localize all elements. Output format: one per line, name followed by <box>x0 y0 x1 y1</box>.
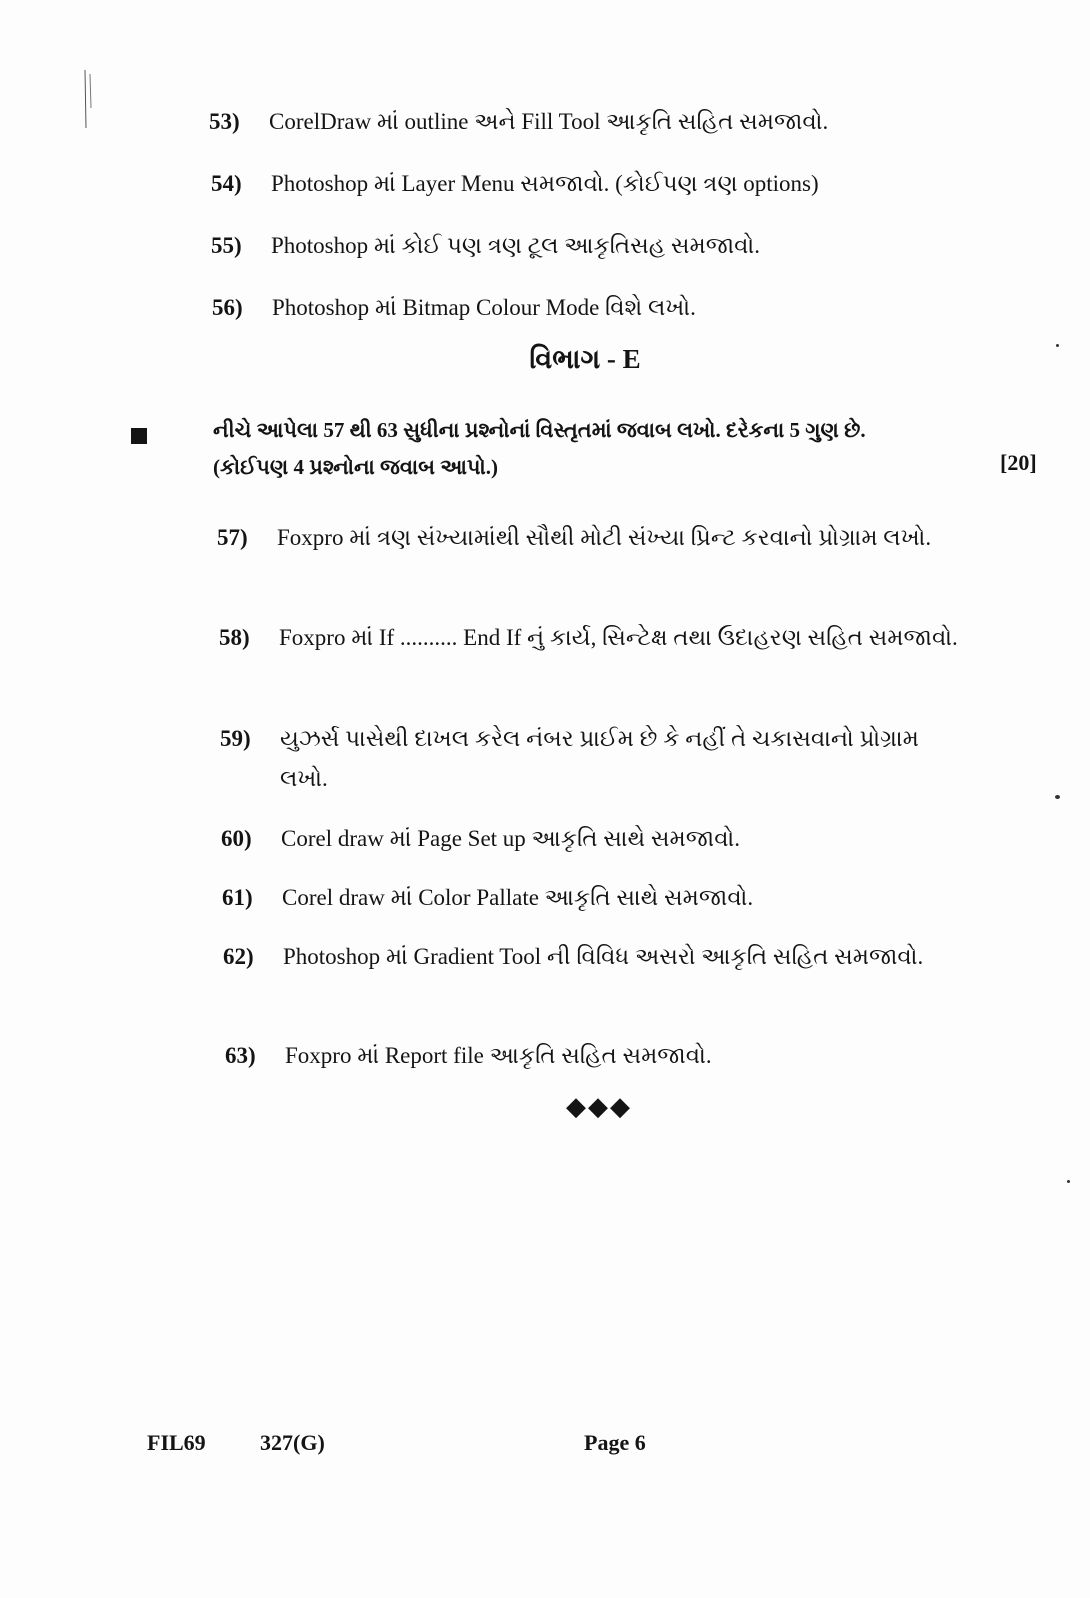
question-text: Foxpro માં Report file આકૃતિ સહિત સમજાવો. <box>285 1043 712 1068</box>
question-number: 56) <box>212 295 243 320</box>
question-text: Photoshop માં કોઈ પણ ત્રણ ટૂલ આકૃતિસહ સમજાવો. <box>271 233 761 258</box>
question-text: Photoshop માં Gradient Tool ની વિવિધ અસરો આકૃતિ સહિત સમજાવો. <box>283 944 924 969</box>
instruction-line: નીચે આપેલા 57 થી 63 સુધીના પ્રશ્નોનાં વિસ્તૃતમાં જવાબ લખો. દરેકના 5 ગુણ છે. <box>213 418 866 442</box>
question-60 <box>221 819 740 859</box>
footer-page-number: Page 6 <box>584 1430 646 1455</box>
question-number: 58) <box>219 625 250 650</box>
question-61 <box>222 878 753 918</box>
question-number: 60) <box>221 826 252 851</box>
end-of-paper-marker: ◆◆◆ <box>566 1092 632 1121</box>
question-text: Corel draw માં Color Pallate આકૃતિ સાથે સમજાવો. <box>282 885 754 910</box>
question-number: 59) <box>220 726 251 751</box>
question-number: 57) <box>217 525 248 550</box>
scan-speck <box>1055 795 1060 799</box>
question-53 <box>209 102 828 142</box>
question-58 <box>219 618 959 658</box>
question-text: Corel draw માં Page Set up આકૃતિ સાથે સમજાવો. <box>281 826 741 851</box>
section-title: વિભાગ - E <box>529 344 641 374</box>
question-text: Foxpro માં ત્રણ સંખ્યામાંથી સૌથી મોટી સંખ્યા પ્રિન્ટ કરવાનો પ્રોગ્રામ લખો. <box>277 525 932 550</box>
instruction-line: (કોઈપણ 4 પ્રશ્નોના જવાબ આપો.) <box>213 455 499 479</box>
question-number: 54) <box>211 171 242 196</box>
question-text: યુઝર્સ પાસેથી દાખલ કરેલ નંબર પ્રાઈમ છે કે નહીં તે ચકાસવાનો પ્રોગ્રામ લખો. <box>280 726 919 791</box>
question-number: 61) <box>222 885 253 910</box>
question-text: Photoshop માં Bitmap Colour Mode વિશે લખો. <box>272 295 696 320</box>
question-54 <box>211 164 819 204</box>
question-number: 55) <box>211 233 242 258</box>
scan-margin-mark <box>82 68 94 130</box>
footer-paper-number: 327(G) <box>260 1430 325 1455</box>
question-text: CorelDraw માં outline અને Fill Tool આકૃતિ સહિત સમજાવો. <box>269 109 829 134</box>
question-number: 53) <box>209 109 240 134</box>
question-59 <box>220 719 960 799</box>
question-text: Foxpro માં If .......... End If નું કાર્ય, સિન્ટેક્ષ તથા ઉદાહરણ સહિત સમજાવો. <box>279 625 958 650</box>
section-marks: [20] <box>1000 450 1037 475</box>
section-instructions <box>213 412 953 486</box>
question-55 <box>211 226 760 266</box>
question-number: 63) <box>225 1043 256 1068</box>
footer-code: FIL69 <box>147 1430 206 1455</box>
scan-speck <box>1067 1180 1070 1183</box>
square-bullet-icon <box>131 428 147 444</box>
question-63 <box>225 1036 712 1076</box>
question-number: 62) <box>223 944 254 969</box>
question-56 <box>212 288 696 328</box>
question-57 <box>217 518 957 558</box>
question-62 <box>223 937 963 977</box>
question-text: Photoshop માં Layer Menu સમજાવો. (કોઈપણ ત્રણ options) <box>271 171 819 196</box>
